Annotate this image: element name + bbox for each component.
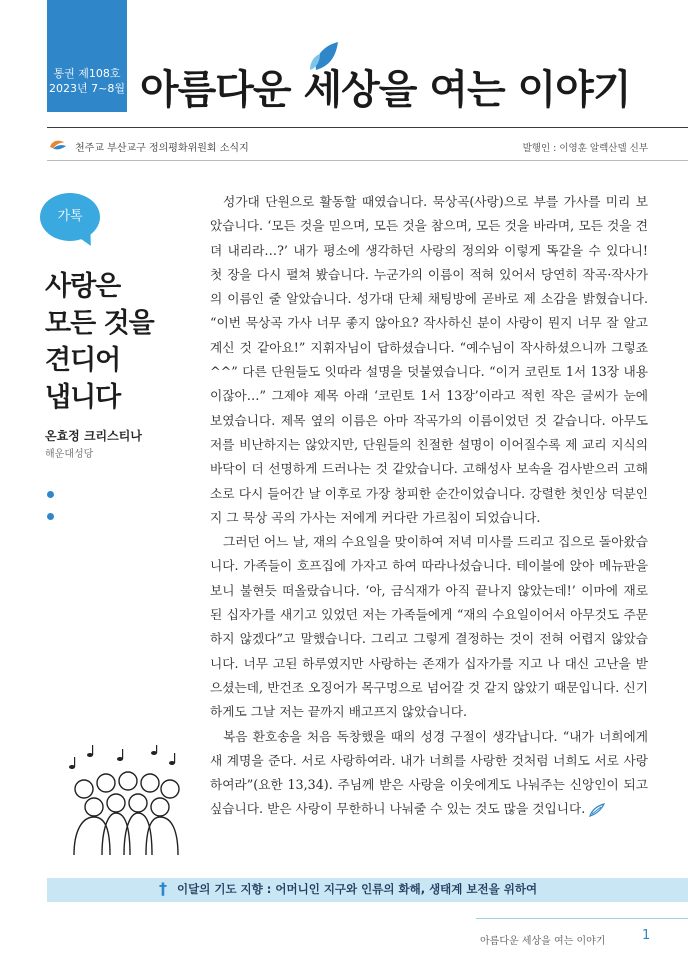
bullet-dot <box>47 513 54 520</box>
headline-line: 냅니다 <box>45 382 121 413</box>
headline-line: 사랑은 <box>45 271 121 302</box>
issue-info-box <box>47 0 127 112</box>
publisher: 발행인 : 이영훈 알렉산델 신부 <box>522 143 648 154</box>
headline <box>45 268 195 416</box>
author-parish: 해운대성당 <box>45 449 94 460</box>
footer-rule <box>476 918 688 919</box>
leaf-icon <box>308 40 342 72</box>
article-paragraph-text: 복음 환호송을 처음 독창했을 때의 성경 구절이 생각납니다. “내가 너희에게 새 계명을 준다. 서로 사랑하여라. 내가 너희를 사랑한 것처럼 너희도 서로 사랑하여라”(요한 13,34). 주님께 받은 사랑을 이웃에게도 나눠주는 신앙인이 되고 싶습니다. 받은 사랑이 무한하니 나눠줄 수 있는 것도 많을 것입니다. <box>210 728 648 817</box>
prayer-intention-band <box>47 878 688 902</box>
header-divider <box>47 160 688 161</box>
article-paragraph: 그러던 어느 날, 재의 수요일을 맞이하여 저녁 미사를 드리고 집으로 돌아왔습니다. 가족들이 호프집에 가자고 하여 따라나섰습니다. 테이블에 앉아 메뉴판을 보니 불현듯 떠올랐습니다. ‘아, 금식재가 아직 끝나지 않았는데!’ 이마에 재로 된 십자가를 새기고 있었던 저는 가족들에게 “재의 수요일이어서 아무것도 주문하지 않겠다”고 말했습니다. 그리고 그렇게 결정하는 것이 전혀 어렵지 않았습니다. 너무 고된 하루였지만 사랑하는 존재가 십자가를 지고 나 대신 고난을 받으셨는데, 반건조 오징어가 목구멍으로 넘어갈 것 같지 않았기 때문입니다. 신기하게도 그날 저는 끝까지 배고프지 않았습니다. <box>210 534 648 720</box>
headline-line: 모든 것을 <box>45 308 154 339</box>
bullet-dot <box>47 491 54 498</box>
prayer-intention: 이달의 기도 지향 : 어머니인 지구와 인류의 화해, 생태계 보전을 위하여 <box>177 882 538 896</box>
jpcd-logo-icon <box>47 138 69 154</box>
masthead <box>140 58 680 118</box>
article-paragraph: 성가대 단원으로 활동할 때였습니다. 묵상곡(사랑)으로 부를 가사를 미리 보았습니다. ‘모든 것을 믿으며, 모든 것을 참으며, 모든 것을 바라며, 모든 것을 견뎌 내리라…?’ 내가 평소에 생각하던 사랑의 정의와 이렇게 똑같을 수 있다니! 첫 장을 다시 펼쳐 봤습니다. 누군가의 이름이 적혀 있어서 당연히 작곡·작사가의 이름인 줄 알았습니다. 성가대 단체 채팅방에 곧바로 제 소감을 밝혔습니다. “이번 묵상곡 가사 너무 좋지 않아요? 작사하신 분이 사랑이 뭔지 너무 잘 알고 계신 것 같아요!” 지휘자님이 답하셨습니다. “예수님이 작사하셨으니까 그렇죠^^” 다른 단원들도 잇따라 설명을 덧붙였습니다. “이거 코린토 1서 13장 내용이잖아…” 그제야 제목 아래 ‘코린토 1서 13장’이라고 적힌 작은 글씨가 눈에 보였습니다. 제목 옆의 이름은 아마 작곡가의 이름이었던 것 같습니다. 아무도 저를 비난하지는 않았지만, 단원들의 친절한 설명이 이어질수록 제 교리 지식의 바닥이 더 선명하게 드러나는 것 같았습니다. 고해성사 보속을 검사받으러 고해소로 다시 들어간 날 이후로 가장 창피한 순간이었습니다. 강렬한 첫인상 덕분인지 그 묵상 곡의 가사는 저에게 커다란 가르침이 되었습니다. <box>210 194 648 525</box>
masthead-title: 아름다운 세상을 여는 이야기 <box>140 66 631 113</box>
organization-name: 천주교 부산교구 정의평화위원회 소식지 <box>75 142 249 154</box>
cross-icon: † <box>159 879 167 898</box>
headline-line: 견디어 <box>45 345 121 376</box>
article-paragraph <box>210 725 648 822</box>
article-body <box>210 190 648 822</box>
top-rule <box>47 127 688 128</box>
end-leaf-icon <box>589 803 605 817</box>
issue-volume: 통권 제108호 <box>53 67 121 80</box>
page-number: 1 <box>642 928 651 943</box>
footer-title: 아름다운 세상을 여는 이야기 <box>480 936 606 947</box>
publication-line <box>47 138 249 154</box>
column-badge: 가톡 <box>40 193 100 241</box>
author-name: 온효정 크리스티나 <box>45 429 142 443</box>
issue-date: 2023년 7~8월 <box>49 82 125 95</box>
choir-illustration-icon <box>60 745 192 857</box>
